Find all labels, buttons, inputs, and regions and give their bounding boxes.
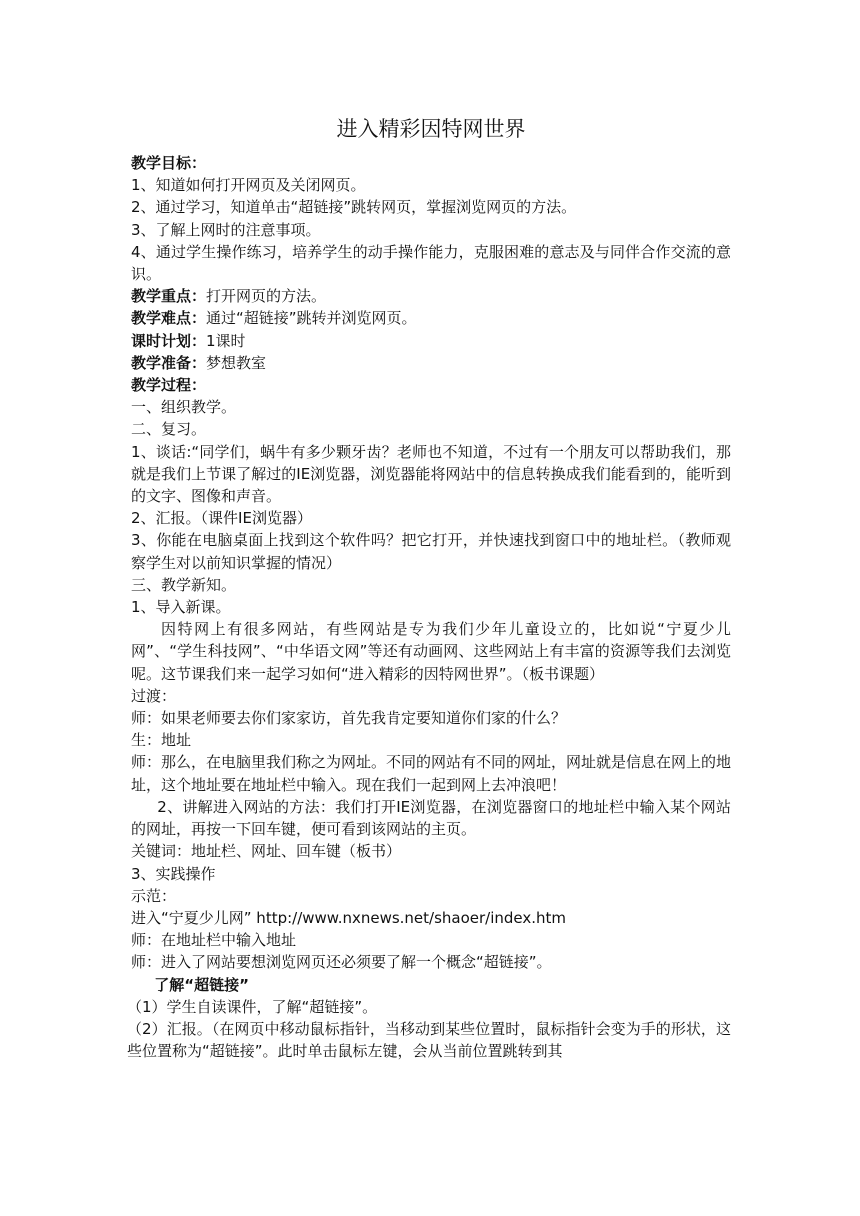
difficulty-line xyxy=(131,307,731,329)
process-line-17: 进入“宁夏少儿网” http://www.nxnews.net/shaoer/index.htm xyxy=(131,908,567,927)
process-line-6: 三、教学新知。 xyxy=(131,575,237,594)
process-line-5: 3、你能在电脑桌面上找到这个软件吗？把它打开，并快速找到窗口中的地址栏。（教师观察学生对以前知识掌握的情况） xyxy=(131,531,731,572)
process-line-20: 了解“超链接” xyxy=(154,975,249,994)
process-line-7: 1、导入新课。 xyxy=(131,598,231,617)
document-title: 进入精彩因特网世界 xyxy=(336,117,526,141)
prep-line xyxy=(131,352,731,374)
process-line-9: 过渡： xyxy=(131,686,177,705)
difficulty-label: 教学难点： xyxy=(131,309,207,328)
objective-item-2: 2、通过学习，知道单击“超链接”跳转网页，掌握浏览网页的方法。 xyxy=(131,198,577,217)
objectives-label: 教学目标： xyxy=(131,154,207,172)
process-line-15: 3、实践操作 xyxy=(131,864,216,883)
process-line-18: 师：在地址栏中输入地址 xyxy=(131,931,297,950)
process-line-10: 师：如果老师要去你们家家访，首先我肯定要知道你们家的什么？ xyxy=(131,709,567,728)
process-line-16: 示范： xyxy=(131,886,177,905)
objective-item-3: 3、了解上网时的注意事项。 xyxy=(131,220,321,239)
process-line-12: 师：那么，在电脑里我们称之为网址。不同的网站有不同的网址，网址就是信息在网上的地址，这个地址要在地址栏中输入。现在我们一起到网上去冲浪吧！ xyxy=(131,753,732,794)
process-label: 教学过程： xyxy=(131,376,207,395)
prep-text: 梦想教室 xyxy=(206,353,267,372)
process-line-11: 生：地址 xyxy=(131,731,192,750)
objective-item-1: 1、知道如何打开网页及关闭网页。 xyxy=(131,176,366,195)
objective-item-4: 4、通过学生操作练习，培养学生的动手操作能力，克服困难的意志及与同伴合作交流的意识。 xyxy=(131,242,731,284)
process-line-14: 关键词：地址栏、网址、回车键（板书） xyxy=(131,842,402,861)
plan-line xyxy=(131,330,731,352)
focus-line xyxy=(131,285,731,307)
document-content xyxy=(127,115,732,1062)
process-line-4: 2、汇报。（课件IE浏览器） xyxy=(131,509,312,528)
difficulty-text: 通过“超链接”跳转并浏览网页。 xyxy=(206,309,417,328)
process-line-1: 一、组织教学。 xyxy=(131,398,237,417)
plan-label: 课时计划： xyxy=(131,331,207,350)
process-line-3: 1、谈话:“同学们，蜗牛有多少颗牙齿？老师也不知道，不过有一个朋友可以帮助我们，那就是我们上节课了解过的IE浏览器，浏览器能将网站中的信息转换成我们能看到的，能听到的文字、图像和声音。 xyxy=(131,442,731,506)
process-line-8: 因特网上有很多网站，有些网站是专为我们少年儿童设立的，比如说“宁夏少儿网”、“学生科技网”、“中华语文网”等还有动画网、这些网站上有丰富的资源等我们去浏览呢。这节课我们来一起学习如何“进入精彩的因特网世界”。（板书课题） xyxy=(131,620,731,683)
process-line-19: 师：进入了网站要想浏览网页还必须要了解一个概念“超链接”。 xyxy=(131,953,552,972)
process-line-2: 二、复习。 xyxy=(131,420,207,439)
focus-text: 打开网页的方法。 xyxy=(206,287,327,306)
process-line-22: （2）汇报。（在网页中移动鼠标指针，当移动到某些位置时，鼠标指针会变为手的形状，这些位置称为“超链接”。此时单击鼠标左键，会从当前位置跳转到其 xyxy=(127,1019,731,1061)
prep-label: 教学准备： xyxy=(131,353,207,372)
plan-text: 1课时 xyxy=(206,331,246,350)
process-line-13: 2、讲解进入网站的方法：我们打开IE浏览器，在浏览器窗口的地址栏中输入某个网站的网址，再按一下回车键，便可看到该网站的主页。 xyxy=(131,797,731,839)
focus-label: 教学重点： xyxy=(131,287,207,306)
process-line-21: （1）学生自读课件，了解“超链接”。 xyxy=(127,997,378,1016)
